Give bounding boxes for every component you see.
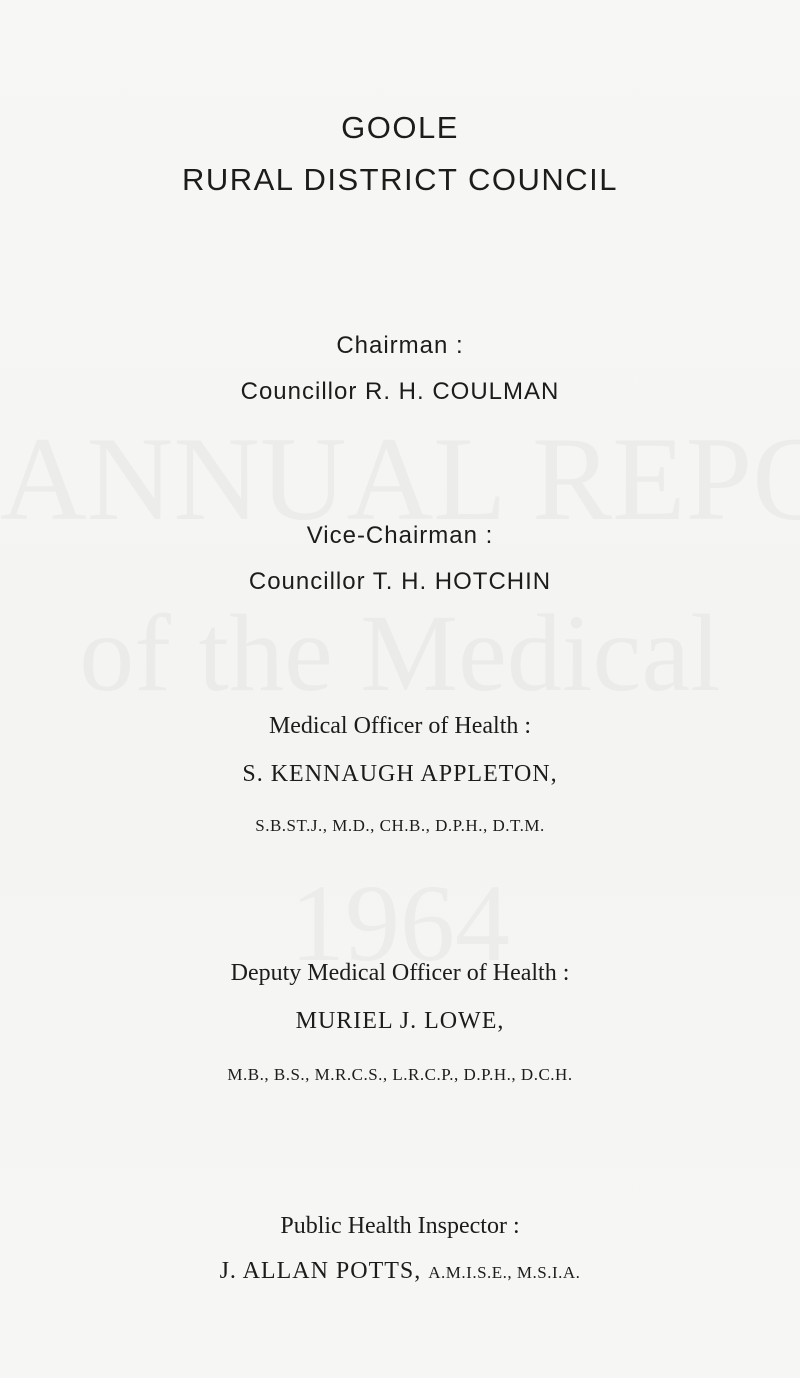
medical-officer-name: S. KENNAUGH APPLETON,: [242, 761, 558, 787]
public-health-inspector-line: [0, 1258, 800, 1285]
public-health-inspector-label: Public Health Inspector :: [280, 1213, 520, 1239]
deputy-medical-officer-name: MURIEL J. LOWE,: [295, 1008, 505, 1034]
show-through-text: [0, 590, 800, 717]
deputy-medical-officer-qualifications: M.B., B.S., M.R.C.S., L.R.C.P., D.P.H., D.C.H.: [227, 1065, 573, 1084]
chairman-name: Councillor R. H. COULMAN: [240, 378, 560, 405]
medical-officer-label: Medical Officer of Health :: [268, 713, 532, 739]
public-health-inspector-name: J. ALLAN POTTS,: [219, 1258, 422, 1284]
vice-chairman-name: Councillor T. H. HOTCHIN: [248, 568, 552, 595]
public-health-inspector-qualifications: A.M.I.S.E., M.S.I.A.: [428, 1263, 581, 1282]
council-name-line2: RURAL DISTRICT COUNCIL: [181, 162, 619, 197]
chairman-label: Chairman :: [336, 332, 464, 359]
council-name-line1: GOOLE: [341, 110, 459, 145]
medical-officer-qualifications: S.B.ST.J., M.D., CH.B., D.P.H., D.T.M.: [255, 816, 545, 835]
deputy-medical-officer-label: Deputy Medical Officer of Health :: [230, 960, 570, 986]
vice-chairman-label: Vice-Chairman :: [306, 522, 494, 549]
